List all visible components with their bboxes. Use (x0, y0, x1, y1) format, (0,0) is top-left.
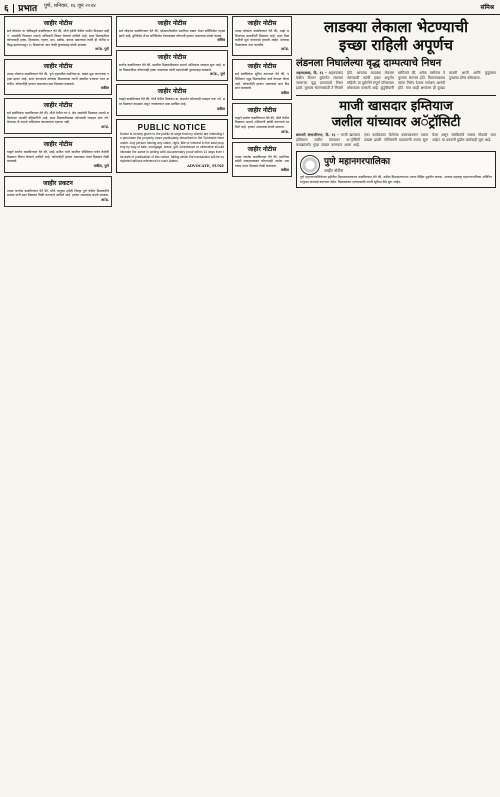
notice-sign: अॅड. (100, 124, 109, 129)
notice-title: जाहीर प्रकटन (43, 179, 73, 187)
notice-body: सर्व लोकांना या नोटीसद्वारे कळविण्यात येते की, मौजे हवेली येथील जमीन मिळकत सर्व्हे नं. असलेली मिळकत आमचे अशिलांनी विकत घेण्याचे ठरविले आहे. सदर मिळकतीवर कोणाचाही हक्क, हितसंबंध, गहाण, दान, बक्षीस, वारसा असल्यास त्यांनी ही नोटीस प्रसिद्ध झाल्यापासून १५ दिवसांच्या आत लेखी पुराव्यासह संपर्क साधावा. (7, 29, 109, 47)
second-headline-line2: जलील यांच्यावर अॅट्रॉसिटी (331, 115, 461, 130)
notice-title: जाहीर नोटीस (157, 54, 187, 62)
notice-title: जाहीर नोटीस (247, 106, 277, 114)
notice-title: जाहीर नोटीस (157, 88, 187, 96)
municipal-subtitle: जाहीर नोटीस (324, 168, 344, 173)
notice-title: जाहीर नोटीस (43, 20, 73, 27)
notice-1 (4, 16, 112, 56)
notice-4 (4, 137, 112, 173)
notice-3 (4, 98, 112, 134)
lead-story (296, 71, 496, 91)
notice-body: तमाम जनतेस कळविण्यात येते की, मौजे तालुका हवेली जिल्हा पुणे येथील मिळकतीचे मालक यांनी सदर मिळकत विक्री करण्याचे ठरविले आहे. हरकत असल्यास संपर्क साधावा. (7, 188, 109, 198)
notice-10 (232, 59, 292, 99)
lead-story-body: अहमदाबाद येथील विमान दुर्घटनेत लंडनला जाणाऱ्या वृद्ध दाम्पत्याचे निधन झाले. मुलाला भेटण्यासाठी ते निघाले होते. आपल्या लाडक्या लेकाला भेटण्याची त्यांची इच्छा अपूर्णच राहिली. या दुर्घटनेने संपूर्ण परिसरावर शोककळा पसरली आहे. कुटुंबीयांनी सांगितले की, अनेक वर्षांनंतर ते मुलाला भेटणार होते. विमानतळावर त्यांना निरोप देताना सर्वजण आनंदी होते. मात्र काही क्षणांतच ही दुःखद बातमी आली आणि कुटुंबावर दुःखाचा डोंगर कोसळला. (296, 71, 496, 90)
notice-body: तमाम जनतेस कळविण्यात येते की, सदनिका खरेदी व्यवहाराबाबत कोणाचाही आक्षेप असल्यास पंधरा दिवसांत लेखी कळवावा. (235, 154, 289, 168)
municipal-seal-icon (300, 155, 320, 175)
notice-title: जाहीर नोटीस (157, 20, 187, 27)
second-dateline: छत्रपती संभाजीनगर, दि. १३ – (296, 133, 340, 137)
lead-headline-line1: लाडक्या लेकाला भेटण्याची (324, 18, 468, 36)
notice-sign: अॅड. (100, 197, 109, 202)
column-4 (296, 16, 496, 795)
municipal-body: पुणे महानगरपालिकेच्या हद्दीतील मिळकतधारकांना कळविण्यात येते की, थकीत मिळकतकराचा भरणा विहित मुदतीत करावा. अन्यथा महाराष्ट्र महानगरपालिका अधिनियमानुसार कारवाई करण्यात येईल. मिळकतकर भरण्यासाठी नागरी सुविधा केंद्रे सुरू आहेत. (300, 175, 492, 184)
notice-body: सर्व संबंधितांना सूचित करण्यात येते की, परिशिष्टात नमूद मिळकतीवर कर्ज घेण्यात येणार आहे. कोणाचीही हरकत असल्यास सात दिवसांत कळवावी. (235, 72, 289, 91)
notice-body: तमाम लोकांना कळविण्यात येते की, पुणे शहरातील सदनिका क्र. बाबत मूळ करारनामा गहाळ झाला आहे. सदर कागदपत्रे कोणास मिळाल्यास त्यांनी खालील पत्त्यावर परत करावीत. कोणाचीही हरकत असल्यास सात दिवसांत कळवावे. (7, 72, 109, 86)
notice-5 (4, 176, 112, 207)
notice-body: सर्व लोकांना कळविण्यात येते की, सोसायटीमधील सदनिका बाबत शेअर सर्टिफिकेट गहाळ झाले आहे. डुप्लिकेट शेअर सर्टिफिकेट देण्याबाबत कोणाची हरकत असल्यास संपर्क करावा. (119, 29, 225, 38)
notice-2 (4, 59, 112, 95)
public-notice-title: PUBLIC NOTICE (137, 122, 207, 132)
public-notice (116, 119, 228, 173)
notice-body: याद्वारे सर्वांना कळविण्यात येते की, माझे अशील यांनी खालील परिशिष्टात वर्णन केलेली मिळकत विकत घेण्याचे ठरविले आहे. कोणाचीही हरकत असल्यास पंधरा दिवसांत लेखी कळवावे. (7, 149, 109, 164)
notice-body: सर्व संबंधितांना कळविण्यात येते की, मौजे येथील गट नं. क्षेत्र असलेली मिळकत आमचे अशिलांच्या मालकी वहिवाटीची आहे. सदर मिळकतीबाबत कोणताही व्यवहार करू नये. केल्यास तो आमचे अशिलांवर बंधनकारक राहणार नाही. (7, 111, 109, 125)
lead-dateline: अहमदाबाद, दि. १३ – (296, 71, 327, 75)
public-notice-sign: ADVOCATE, PUNE (187, 163, 224, 168)
notice-9 (232, 16, 292, 56)
notice-sign: वकील (216, 106, 225, 111)
column-1 (4, 16, 112, 795)
notice-11 (232, 103, 292, 139)
notice-title: जाहीर नोटीस (43, 140, 73, 148)
notice-sign: अॅड. पुणे (95, 47, 109, 52)
second-story-body: माजी खासदार इम्तियाज जलील यांच्यावर अॅट्रॉसिटी कायद्यांतर्गत गुन्हा दाखल करण्यात आला आहे. एका कार्यक्रमात केलेल्या वक्तव्यावरून तक्रार दाखल झाली. पोलिसांनी याप्रकरणी तपास सुरू केला असून संबंधितांचे जबाब नोंदवले जात आहेत. या प्रकरणी पुढील कार्यवाही सुरू आहे. (296, 133, 496, 147)
column-3 (232, 16, 292, 795)
notice-title: जाहीर नोटीस (247, 63, 277, 71)
notice-title: जाहीर नोटीस (43, 63, 73, 71)
notice-sign: सचिव (217, 38, 225, 43)
section-label: संमिश्र (480, 4, 494, 11)
notice-sign: अॅड. (280, 47, 289, 52)
municipal-notice (296, 151, 496, 188)
column-2 (116, 16, 228, 795)
notice-body: याद्वारे कळविण्यात येते की, मौजे येथील मिळकत क्र. संदर्भात कोणताही व्यवहार करू नये. सदर मिळकत वादग्रस्त असून न्यायालयात दावा प्रलंबित आहे. (119, 97, 225, 106)
page-brand: ६ | प्रभात (4, 4, 38, 14)
lead-subheadline: लंडनला निघालेल्या वृद्ध दाम्पत्याचे निधन (296, 58, 442, 69)
notice-sign: वकील (280, 168, 289, 173)
notice-sign: वकील (100, 86, 109, 91)
masthead (0, 0, 500, 15)
notice-sign: अॅड., पुणे (209, 72, 225, 77)
notice-sign: वकील (280, 90, 289, 95)
notice-6 (116, 16, 228, 47)
public-notice-body: Notice is hereby given to the public at large that my clients are intending to purchase the property more particularly described in the Schedule hereunder. Any person having any claim, right, title or interest in the said property by way of sale, mortgage, lease, gift, inheritance or otherwise should intimate the same in writing with documentary proof within 14 days from the date of publication of this notice, failing which the transaction will be completed without reference to such claims. (120, 131, 225, 164)
municipal-header (300, 155, 492, 175)
lead-headline-line2: इच्छा राहिली अपूर्णच (338, 36, 453, 54)
date-line: पुणे, शनिवार, १६ जून २०२४ (44, 3, 96, 9)
notice-sign: अॅड. (280, 129, 289, 134)
municipal-title: पुणे महानगरपालिका (324, 157, 391, 167)
notice-12 (232, 142, 292, 178)
notice-7 (116, 50, 228, 81)
notice-body: सर्वांना कळविण्यात येते की, खालील मिळकतीबाबत आमचे अशिलांचा व्यवहार सुरू आहे. सदर मिळकतीवर कोणाचाही हक्क असल्यास त्यांनी कागदोपत्री पुराव्यासह कळवावे. (119, 63, 225, 72)
notice-sign: वकील, पुणे (93, 163, 109, 168)
notice-title: जाहीर नोटीस (43, 102, 73, 110)
second-story (296, 133, 496, 148)
notice-title: जाहीर नोटीस (247, 20, 277, 27)
second-headline-line1: माजी खासदार इम्तियाज (296, 95, 496, 115)
notice-title: जाहीर नोटीस (247, 145, 277, 153)
notice-body: तमाम लोकांना कळविण्यात येते की, माझे अशिलांच्या मालकीची मिळकत आहे. सदर मिळकतीची मूळ कागदपत्रे हरवली आहेत. कोणास मिळाल्यास परत करावीत. (235, 29, 289, 47)
notice-8 (116, 84, 228, 115)
notice-body: याद्वारे सर्वांना कळविण्यात येते की, मौजे येथील मिळकत आमचे अशिलांनी खरेदी करण्याचे ठरविले आहे. हरकत असल्यास संपर्क साधावा. (235, 115, 289, 129)
